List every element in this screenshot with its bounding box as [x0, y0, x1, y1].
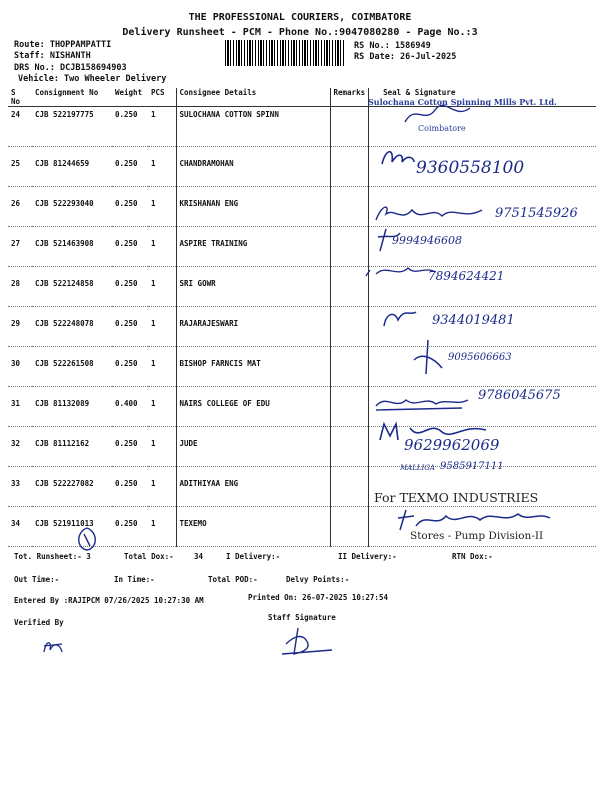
tot-runsheet: Tot. Runsheet:- 3	[14, 552, 91, 561]
row-consignee: ADITHIYAA ENG	[176, 467, 330, 507]
row-remarks	[330, 507, 369, 547]
row-remarks	[330, 307, 369, 347]
total-pod: Total POD:-	[208, 575, 258, 584]
row-remarks	[330, 467, 369, 507]
rtn-dox: RTN Dox:-	[452, 552, 493, 561]
row-consignment: CJB 522227082	[32, 467, 112, 507]
sulochana-stamp-city: Coimbatore	[418, 124, 466, 133]
row-weight: 0.250	[112, 307, 148, 347]
row-consignee: JUDE	[176, 427, 330, 467]
row-sno: 33	[8, 467, 32, 507]
row-sno: 28	[8, 267, 32, 307]
route: Route: THOPPAMPATTI	[14, 40, 112, 50]
printed-on: Printed On: 26-07-2025 10:27:54	[248, 593, 388, 602]
company-title: THE PROFESSIONAL COURIERS, COIMBATORE	[188, 12, 412, 23]
row-pcs: 1	[148, 267, 176, 307]
row-consignment: CJB 522261508	[32, 347, 112, 387]
row-pcs: 1	[148, 227, 176, 267]
handwritten-phone-26: 9751545926	[495, 206, 578, 221]
row-weight: 0.250	[112, 507, 148, 547]
total-dox-value: 34	[194, 552, 204, 561]
row-consignment: CJB 81112162	[32, 427, 112, 467]
row-consignment: CJB 522124858	[32, 267, 112, 307]
row-pcs: 1	[148, 467, 176, 507]
ii-delivery: II Delivery:-	[338, 552, 397, 561]
row-remarks	[330, 107, 369, 147]
row-consignment: CJB 522293040	[32, 187, 112, 227]
col-seal: Seal & Signature	[369, 88, 596, 107]
row-remarks	[330, 387, 369, 427]
staff: Staff: NISHANTH	[14, 51, 91, 61]
barcode	[225, 40, 345, 66]
rs-date: RS Date: 26-Jul-2025	[354, 52, 457, 62]
row-consignee: SULOCHANA COTTON SPINN	[176, 107, 330, 147]
row-consignee: BISHOP FARNCIS MAT	[176, 347, 330, 387]
row-consignee: ASPIRE TRAINING	[176, 227, 330, 267]
handwritten-phone-27: 9994946608	[392, 234, 462, 247]
texmo-dept: Stores - Pump Division-II	[410, 530, 544, 542]
row-remarks	[330, 347, 369, 387]
handwritten-phone-33: 9585917111	[440, 461, 504, 472]
entered-by: Entered By :RAJIPCM 07/26/2025 10:27:30 AM	[14, 596, 204, 605]
row-pcs: 1	[148, 307, 176, 347]
col-weight: Weight	[112, 88, 148, 107]
signature-scribble-24	[400, 102, 480, 128]
row-sno: 26	[8, 187, 32, 227]
verifier-signature	[40, 636, 66, 656]
row-weight: 0.250	[112, 227, 148, 267]
signature-scribble-31	[372, 390, 472, 414]
row-consignment: CJB 81244659	[32, 147, 112, 187]
row-consignee: SRI GOWR	[176, 267, 330, 307]
staff-signature	[276, 626, 336, 658]
row-weight: 0.250	[112, 107, 148, 147]
row-sno: 34	[8, 507, 32, 547]
row-consignee: NAIRS COLLEGE OF EDU	[176, 387, 330, 427]
signature-scribble-29	[380, 306, 420, 332]
row-remarks	[330, 187, 369, 227]
table-row	[8, 267, 596, 307]
signature-scribble-30	[408, 338, 446, 378]
signature-scribble-footer	[72, 526, 102, 554]
col-remarks: Remarks	[330, 88, 369, 107]
texmo-stamp: For TEXMO INDUSTRIES	[374, 490, 539, 505]
row-weight: 0.250	[112, 187, 148, 227]
handwritten-phone-32: 9629962069	[404, 436, 500, 454]
row-consignee: CHANDRAMOHAN	[176, 147, 330, 187]
signature-scribble-26	[372, 200, 492, 228]
row-consignee: TEXEMO	[176, 507, 330, 547]
row-sno: 24	[8, 107, 32, 147]
row-pcs: 1	[148, 427, 176, 467]
row-sno: 31	[8, 387, 32, 427]
i-delivery: I Delivery:-	[226, 552, 281, 561]
verified-by: Verified By	[14, 618, 64, 627]
handwritten-phone-25: 9360558100	[416, 158, 525, 178]
drs-number: DRS No.: DCJB158694903	[14, 63, 127, 73]
row-remarks	[330, 147, 369, 187]
row-weight: 0.400	[112, 387, 148, 427]
col-pcs: PCS	[148, 88, 176, 107]
row-consignment: CJB 522197775	[32, 107, 112, 147]
row-weight: 0.250	[112, 147, 148, 187]
sulochana-stamp: Sulochana Cotton Spinning Mills Pvt. Ltd.	[368, 97, 557, 107]
staff-signature-label: Staff Signature	[268, 613, 336, 622]
col-sno: S No	[8, 88, 32, 107]
row-consignment: CJB 521463908	[32, 227, 112, 267]
row-sno: 32	[8, 427, 32, 467]
handwritten-phone-31: 9786045675	[478, 388, 561, 403]
row-sno: 25	[8, 147, 32, 187]
row-pcs: 1	[148, 147, 176, 187]
total-dox-label: Total Dox:-	[124, 552, 174, 561]
row-consignee: KRISHANAN ENG	[176, 187, 330, 227]
handwritten-phone-30: 9095606663	[448, 352, 512, 363]
row-remarks	[330, 427, 369, 467]
row-weight: 0.250	[112, 427, 148, 467]
table-row	[8, 227, 596, 267]
vehicle: Vehicle: Two Wheeler Delivery	[18, 74, 167, 84]
row-pcs: 1	[148, 387, 176, 427]
handwritten-name-33: MALLIGA	[400, 464, 435, 472]
in-time: In Time:-	[114, 575, 155, 584]
col-consignment: Consignment No	[32, 88, 112, 107]
row-sno: 30	[8, 347, 32, 387]
rs-number: RS No.: 1586949	[354, 41, 431, 51]
out-time: Out Time:-	[14, 575, 60, 584]
row-consignment: CJB 521911013	[32, 507, 112, 547]
row-pcs: 1	[148, 187, 176, 227]
col-consignee: Consignee Details	[176, 88, 330, 107]
row-weight: 0.250	[112, 267, 148, 307]
handwritten-phone-29: 9344019481	[432, 313, 515, 328]
delvy-points: Delvy Points:-	[286, 575, 350, 584]
row-sno: 29	[8, 307, 32, 347]
runsheet-subtitle: Delivery Runsheet - PCM - Phone No.:9047080280 - Page No.:3	[122, 27, 478, 38]
row-consignment: CJB 522248078	[32, 307, 112, 347]
row-pcs: 1	[148, 347, 176, 387]
signature-scribble-25	[378, 146, 418, 170]
table-row	[8, 427, 596, 467]
row-weight: 0.250	[112, 467, 148, 507]
row-weight: 0.250	[112, 347, 148, 387]
row-consignee: RAJARAJESWARI	[176, 307, 330, 347]
row-pcs: 1	[148, 507, 176, 547]
handwritten-phone-28: 7894624421	[428, 269, 505, 283]
row-pcs: 1	[148, 107, 176, 147]
row-sno: 27	[8, 227, 32, 267]
table-row	[8, 107, 596, 147]
row-consignment: CJB 81132089	[32, 387, 112, 427]
